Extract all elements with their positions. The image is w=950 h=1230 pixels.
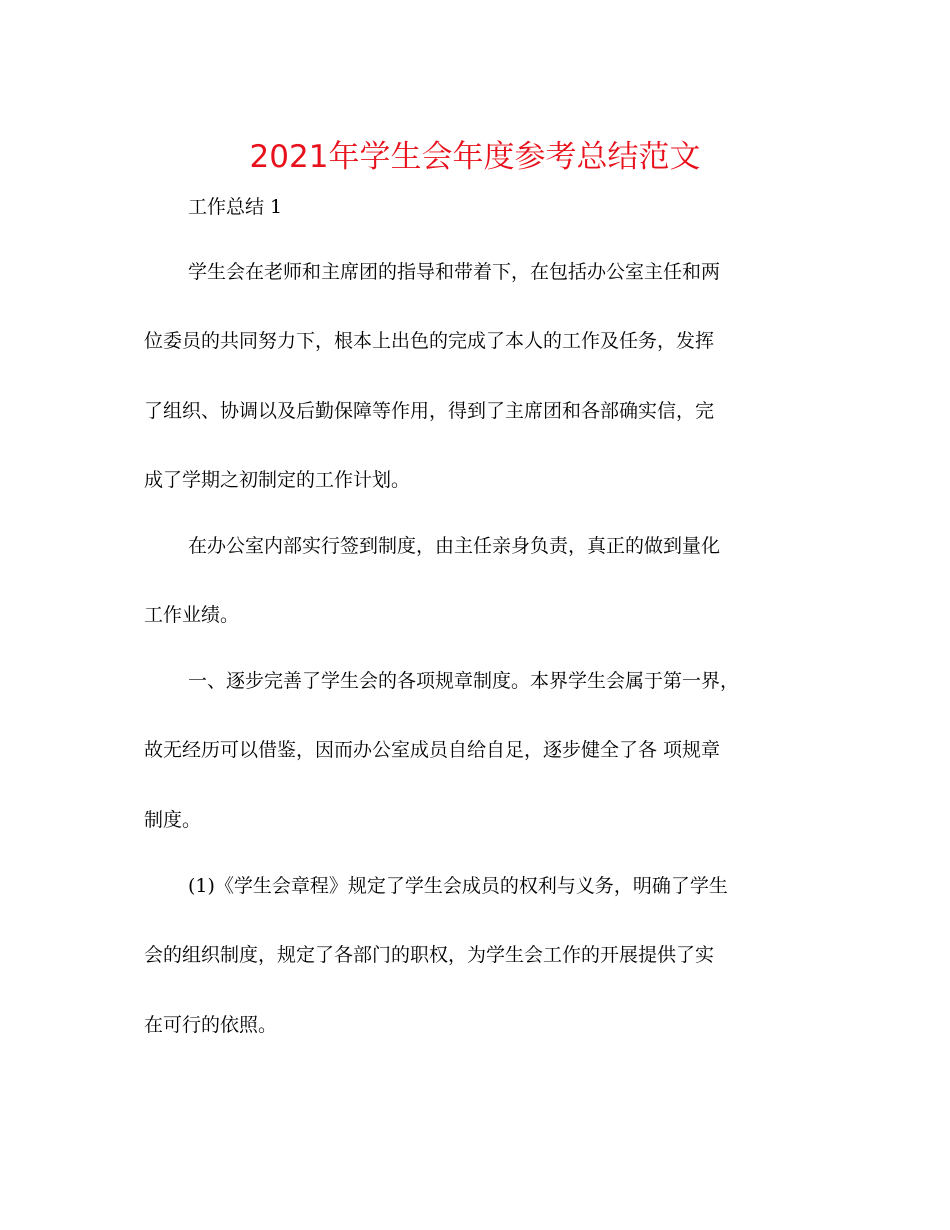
paragraph-line: 了组织、协调以及后勤保障等作用，得到了主席团和各部确实信，完 — [144, 400, 715, 422]
paragraph-line: 会的组织制度，规定了各部门的职权，为学生会工作的开展提供了实 — [144, 944, 715, 966]
paragraph-line: 一、逐步完善了学生会的各项规章制度。本界学生会属于第一界， — [188, 670, 740, 692]
document-title: 2021年学生会年度参考总结范文 — [249, 139, 701, 175]
paragraph-line: (1)《学生会章程》规定了学生会成员的权利与义务，明确了学生 — [188, 875, 728, 897]
paragraph-line: 在办公室内部实行签到制度，由主任亲身负责，真正的做到量化 — [188, 535, 721, 557]
paragraph-line: 制度。 — [144, 809, 202, 831]
paragraph-line: 工作业绩。 — [144, 604, 240, 626]
paragraph-line: 故无经历可以借鉴，因而办公室成员自给自足，逐步健全了各 项规章 — [144, 739, 721, 761]
section-subheading: 工作总结 1 — [188, 196, 283, 218]
paragraph-line: 学生会在老师和主席团的指导和带着下，在包括办公室主任和两 — [188, 261, 721, 283]
paragraph-line: 成了学期之初制定的工作计划。 — [144, 469, 411, 491]
paragraph-line: 位委员的共同努力下，根本上出色的完成了本人的工作及任务，发挥 — [144, 330, 715, 352]
paragraph-line: 在可行的依照。 — [144, 1014, 278, 1036]
